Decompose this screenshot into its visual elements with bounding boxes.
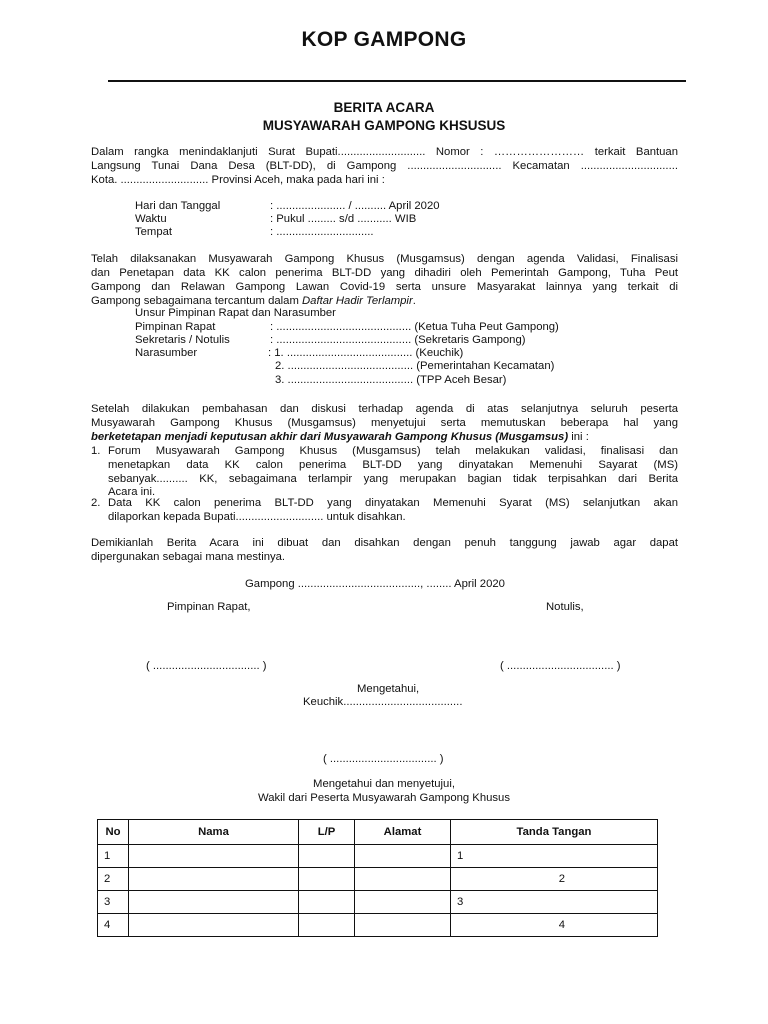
leader-label-speaker: Narasumber bbox=[135, 347, 198, 359]
cell-no: 1 bbox=[98, 845, 129, 868]
closing-line-2: dipergunakan sebagai mana mestinya. bbox=[91, 551, 286, 563]
cell-signature: 1 bbox=[451, 845, 658, 868]
cell-signature: 4 bbox=[451, 914, 658, 937]
approve-line-2: Wakil dari Peserta Musyawarah Gampong Khusus bbox=[258, 792, 510, 804]
body2-line-3: berketetapan menjadi keputusan akhir dari Musyawarah Gampong Khusus (Musgamsus) ini : bbox=[91, 431, 589, 443]
table-header-row bbox=[98, 820, 658, 845]
table-row bbox=[98, 845, 658, 868]
attendance-reference: Daftar Hadir Terlampir bbox=[302, 295, 413, 307]
cell-nama bbox=[129, 868, 299, 891]
cell-lp bbox=[299, 891, 355, 914]
column-header-alamat: Alamat bbox=[355, 820, 451, 845]
signature-notulis-blank: ( .................................. ) bbox=[500, 660, 621, 672]
schedule-label-place: Tempat bbox=[135, 226, 173, 238]
participant-signature-table bbox=[97, 819, 658, 937]
leader-value-speaker-1: : 1. ........................................ (Keuchik) bbox=[268, 347, 464, 359]
table-row bbox=[98, 868, 658, 891]
schedule-value-place: : ............................... bbox=[270, 226, 374, 238]
decision-1-line-3: sebanyak.......... KK, sebagaimana terlampir yang merupakan bagian tidak terpisahkan dari Berita bbox=[108, 473, 678, 485]
schedule-label-date: Hari dan Tanggal bbox=[135, 200, 221, 212]
leader-label-chair: Pimpinan Rapat bbox=[135, 321, 216, 333]
document-subtitle: MUSYAWARAH GAMPONG KHSUSUS bbox=[262, 118, 506, 133]
cell-alamat bbox=[355, 914, 451, 937]
column-header-lp: L/P bbox=[299, 820, 355, 845]
signature-chair-title: Pimpinan Rapat, bbox=[167, 601, 251, 613]
approve-line-1: Mengetahui dan menyetujui, bbox=[313, 778, 455, 790]
schedule-value-date: : ...................... / .......... April 2020 bbox=[270, 200, 440, 212]
letterhead-divider bbox=[108, 80, 686, 82]
column-header-signature: Tanda Tangan bbox=[451, 820, 658, 845]
decision-statement: berketetapan menjadi keputusan akhir dari Musyawarah Gampong Khusus (Musgamsus) bbox=[91, 431, 569, 443]
body1-line-4: Gampong sebagaimana tercantum dalam Daftar Hadir Terlampir. bbox=[91, 295, 416, 307]
body2-line-1: Setelah dilakukan pembahasan dan diskusi terhadap agenda di atas selanjutnya seluruh peserta bbox=[91, 403, 678, 415]
cell-nama bbox=[129, 891, 299, 914]
leadership-heading: Unsur Pimpinan Rapat dan Narasumber bbox=[135, 307, 336, 319]
cell-nama bbox=[129, 845, 299, 868]
signature-keuchik-blank: ( .................................. ) bbox=[323, 753, 444, 765]
cell-lp bbox=[299, 845, 355, 868]
body1-line-3: Gampong dan Relawan Gampong Lawan Covid-19 serta unsure Masyarakat lainnya yang terkait di bbox=[91, 281, 678, 293]
cell-nama bbox=[129, 914, 299, 937]
signature-chair-blank: ( .................................. ) bbox=[146, 660, 267, 672]
intro-line-1: Dalam rangka menindaklanjuti Surat Bupati............................ Nomor : …………………… terkait Bantuan bbox=[91, 146, 678, 158]
closing-line-1: Demikianlah Berita Acara ini dibuat dan disahkan dengan penuh tanggung jawab agar dapat bbox=[91, 537, 678, 549]
place-date: Gampong ......................................., ........ April 2020 bbox=[245, 578, 505, 590]
cell-alamat bbox=[355, 868, 451, 891]
cell-no: 4 bbox=[98, 914, 129, 937]
column-header-no: No bbox=[98, 820, 129, 845]
intro-line-2: Langsung Tunai Dana Desa (BLT-DD), di Gampong .............................. Kecamatan ............................... bbox=[91, 160, 678, 172]
cell-signature: 3 bbox=[451, 891, 658, 914]
schedule-label-time: Waktu bbox=[135, 213, 167, 225]
signature-notulis-title: Notulis, bbox=[546, 601, 584, 613]
decision-1-number: 1. bbox=[91, 445, 101, 457]
cell-signature: 2 bbox=[451, 868, 658, 891]
decision-2-line-1: Data KK calon penerima BLT-DD yang dinyatakan Memenuhi Syarat (MS) selanjutkan akan bbox=[108, 497, 678, 509]
cell-lp bbox=[299, 914, 355, 937]
leader-value-speaker-3: 3. ........................................ (TPP Aceh Besar) bbox=[275, 374, 507, 386]
table-row bbox=[98, 891, 658, 914]
body1-line-1: Telah dilaksanakan Musyawarah Gampong Khusus (Musgamsus) dengan agenda Validasi, Finalisasi bbox=[91, 253, 678, 265]
intro-line-3: Kota. ............................ Provinsi Aceh, maka pada hari ini : bbox=[91, 174, 385, 186]
decision-2-number: 2. bbox=[91, 497, 101, 509]
leader-value-secretary: : ........................................... (Sekretaris Gampong) bbox=[270, 334, 526, 346]
body2-line-2: Musyawarah Gampong Khusus (Musgamsus) menyetujui serta memutuskan beberapa hal yang bbox=[91, 417, 678, 429]
keuchik-title: Keuchik...................................... bbox=[303, 696, 463, 708]
acknowledge-label: Mengetahui, bbox=[357, 683, 420, 695]
table-row bbox=[98, 914, 658, 937]
decision-1-line-4: Acara ini. bbox=[108, 486, 156, 498]
letterhead-title: KOP GAMPONG bbox=[301, 28, 467, 51]
decision-1-line-1: Forum Musyawarah Gampong Khusus (Musgamsus) telah melakukan validasi, finalisasi dan bbox=[108, 445, 678, 457]
cell-lp bbox=[299, 868, 355, 891]
cell-no: 2 bbox=[98, 868, 129, 891]
cell-no: 3 bbox=[98, 891, 129, 914]
cell-alamat bbox=[355, 845, 451, 868]
decision-1-line-2: menetapkan data KK calon penerima BLT-DD yang dinyatakan Memenuhi Sayarat (MS) bbox=[108, 459, 678, 471]
decision-2-line-2: dilaporkan kepada Bupati............................ untuk disahkan. bbox=[108, 511, 406, 523]
cell-alamat bbox=[355, 891, 451, 914]
document-title: BERITA ACARA bbox=[333, 100, 435, 115]
leader-label-secretary: Sekretaris / Notulis bbox=[135, 334, 230, 346]
leader-value-speaker-2: 2. ........................................ (Pemerintahan Kecamatan) bbox=[275, 360, 555, 372]
column-header-nama: Nama bbox=[129, 820, 299, 845]
leader-value-chair: : ........................................... (Ketua Tuha Peut Gampong) bbox=[270, 321, 559, 333]
schedule-value-time: : Pukul ......... s/d ........... WIB bbox=[270, 213, 417, 225]
body1-line-2: dan Penetapan data KK calon penerima BLT-DD yang dihadiri oleh Pemerintah Gampong, Tuha Peut bbox=[91, 267, 678, 279]
